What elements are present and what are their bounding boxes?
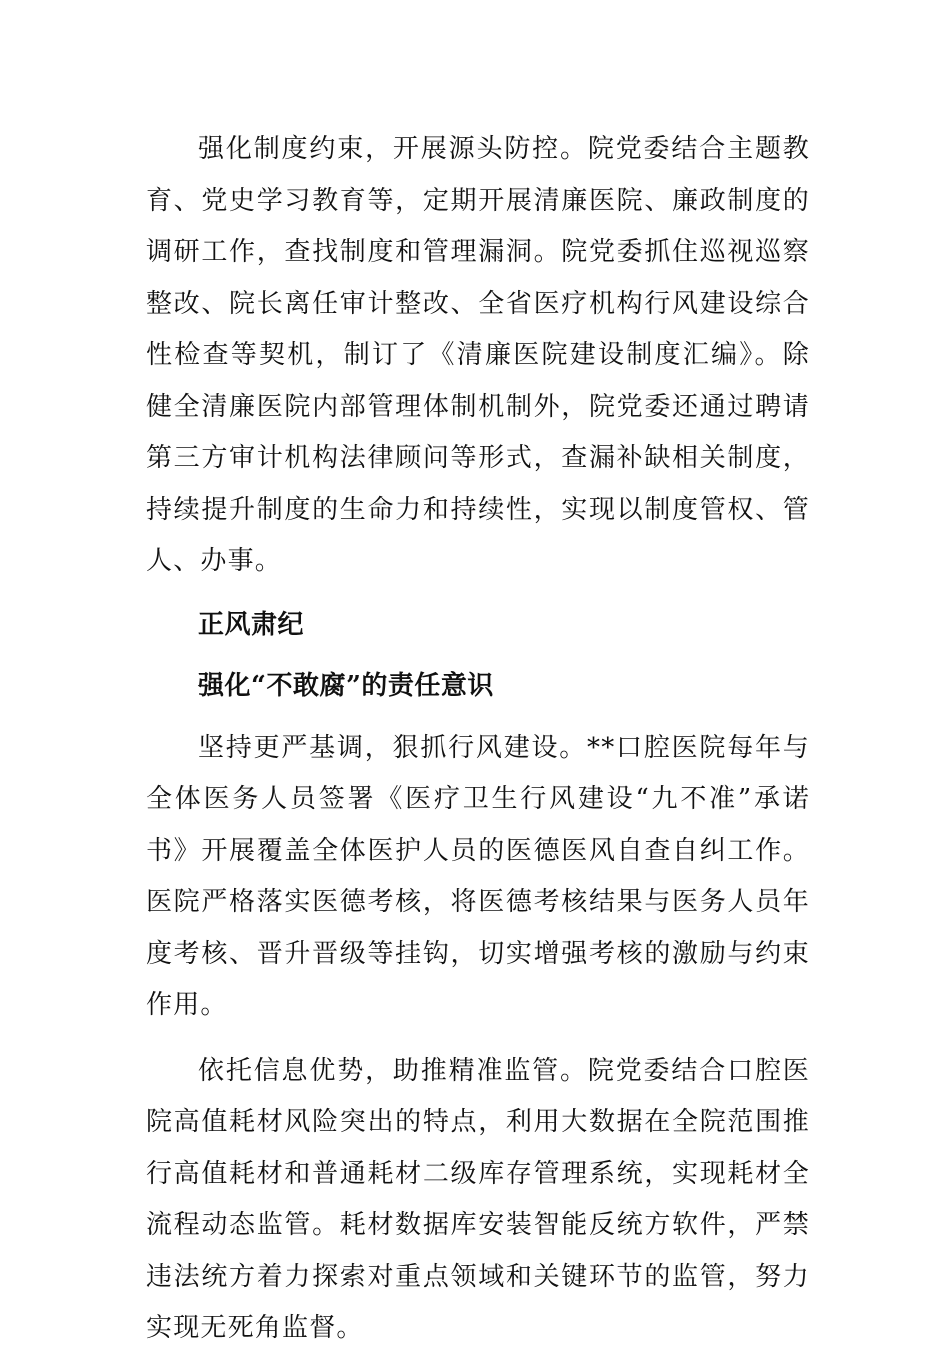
section-heading: 正风肃纪 [198,609,305,640]
body-paragraph: 依托信息优势，助推精准监管。院党委结合口腔医院高值耗材风险突出的特点，利用大数据在全院范围推行高值耗材和普通耗材二级库存管理系统，实现耗材全流程动态监管。耗材数据库安装智能反统方软件，严禁违法统方着力探索对重点领域和关键环节的监管，努力实现无死角监督。 [146,1055,810,1343]
body-paragraph: 强化制度约束，开展源头防控。院党委结合主题教育、党史学习教育等，定期开展清廉医院、廉政制度的调研工作，查找制度和管理漏洞。院党委抓住巡视巡察整改、院长离任审计整改、全省医疗机构行风建设综合性检查等契机，制订了《清廉医院建设制度汇编》。除健全清廉医院内部管理体制机制外，院党委还通过聘请第三方审计机构法律顾问等形式，查漏补缺相关制度，持续提升制度的生命力和持续性，实现以制度管权、管人、办事。 [146,134,810,576]
body-paragraph: 坚持更严基调，狠抓行风建设。**口腔医院每年与全体医务人员签署《医疗卫生行风建设“九不准”承诺书》开展覆盖全体医护人员的医德医风自查自纠工作。医院严格落实医德考核，将医德考核结果与医务人员年度考核、晋升晋级等挂钩，切实增强考核的激励与约束作用。 [146,732,810,1020]
subsection-heading: 强化“不敢腐”的责任意识 [198,671,494,701]
document-page [146,124,810,1355]
